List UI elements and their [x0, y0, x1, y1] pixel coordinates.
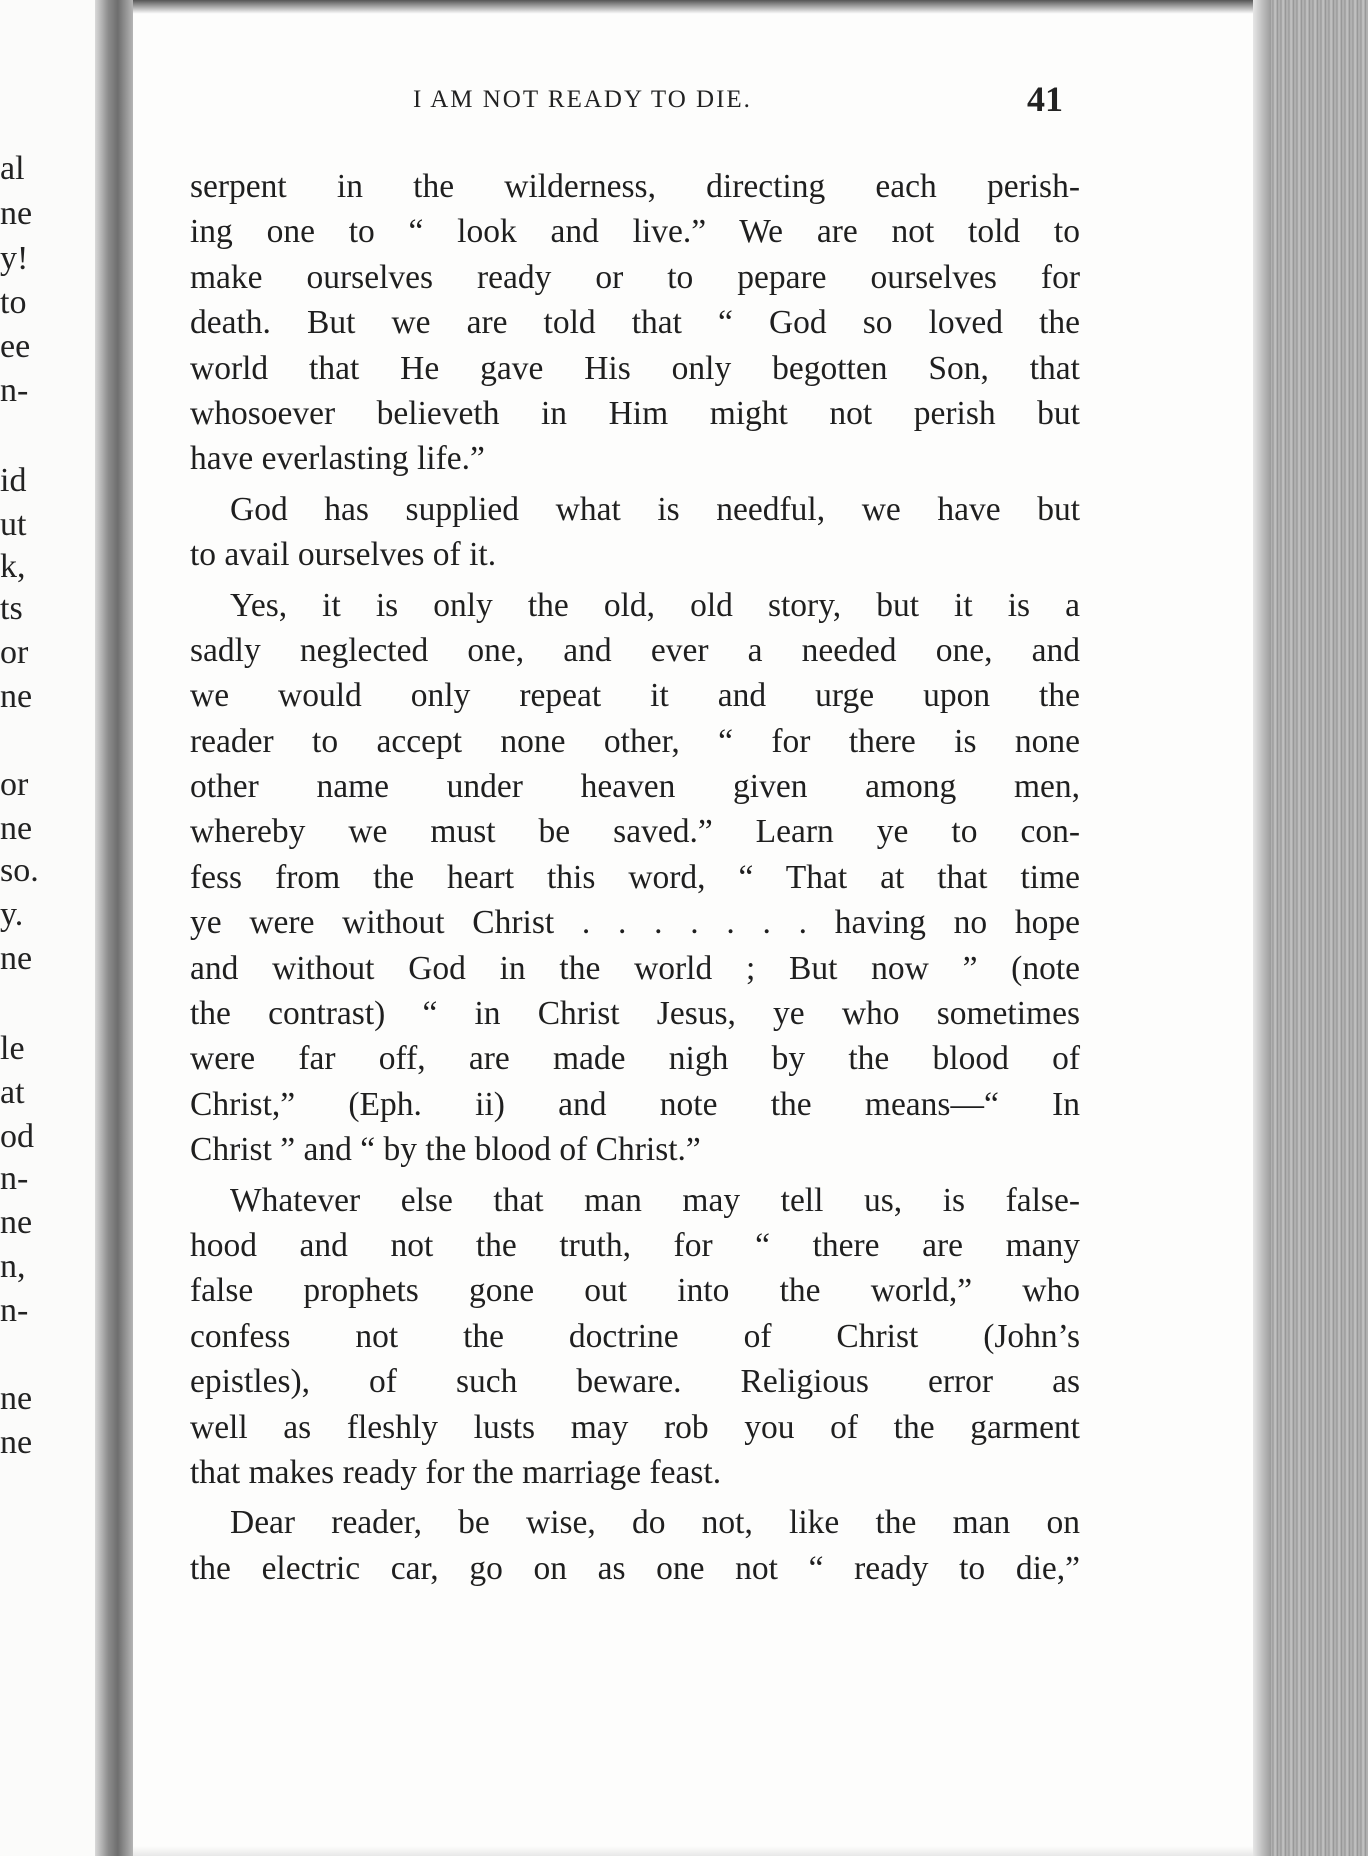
- left-fragment: ts: [0, 590, 23, 627]
- previous-page-fragment: [0, 0, 95, 1856]
- bottom-edge-shadow: [133, 1846, 1253, 1856]
- left-fragment: ne: [0, 195, 33, 232]
- left-fragment: at: [0, 1074, 25, 1111]
- text-line: to avail ourselves of it.: [190, 536, 497, 574]
- text-line: ing one to “ look and live.” We are not told to: [190, 213, 1080, 251]
- left-fragment: ne: [0, 678, 33, 715]
- text-line: Whatever else that man may tell us, is false-: [230, 1181, 1080, 1219]
- text-line: false prophets gone out into the world,” who: [190, 1272, 1080, 1310]
- left-fragment: od: [0, 1118, 34, 1155]
- left-fragment: ne: [0, 810, 33, 847]
- left-fragment: al: [0, 150, 25, 187]
- text-line: and without God in the world ; But now ” (note: [190, 949, 1080, 987]
- text-line: epistles), of such beware. Religious error as: [190, 1363, 1080, 1401]
- left-fragment: or: [0, 634, 29, 671]
- text-line: well as fleshly lusts may rob you of the garment: [190, 1408, 1080, 1446]
- left-fragment: ut: [0, 506, 27, 543]
- text-line: God has supplied what is needful, we have but: [230, 490, 1080, 528]
- book-page: [133, 14, 1253, 1856]
- text-line: whereby we must be saved.” Learn ye to con-: [190, 813, 1080, 851]
- left-fragment: so.: [0, 852, 39, 889]
- text-line: Dear reader, be wise, do not, like the man on: [230, 1504, 1080, 1542]
- text-line: Christ,” (Eph. ii) and note the means—“ In: [190, 1085, 1080, 1123]
- left-fragment: ne: [0, 1204, 33, 1241]
- left-fragment: n-: [0, 1160, 29, 1197]
- text-line: Christ ” and “ by the blood of Christ.”: [190, 1131, 701, 1169]
- left-fragment: ne: [0, 940, 33, 977]
- left-fragment: id: [0, 462, 27, 499]
- top-edge-shadow: [0, 0, 1368, 14]
- text-line: hood and not the truth, for “ there are many: [190, 1226, 1080, 1264]
- text-line: other name under heaven given among men,: [190, 768, 1080, 806]
- book-gutter: [95, 0, 133, 1856]
- text-line: were far off, are made nigh by the blood of: [190, 1040, 1080, 1078]
- left-fragment: k,: [0, 548, 26, 585]
- text-line: world that He gave His only begotten Son, that: [190, 349, 1080, 387]
- left-fragment: ne: [0, 1424, 33, 1461]
- left-fragment: ee: [0, 328, 31, 365]
- left-fragment: y!: [0, 240, 29, 277]
- left-fragment: n,: [0, 1248, 26, 1285]
- text-line: that makes ready for the marriage feast.: [190, 1453, 722, 1491]
- running-head: I AM NOT READY TO DIE.: [413, 86, 752, 113]
- text-line: Yes, it is only the old, old story, but it is a: [230, 586, 1080, 624]
- text-line: confess not the doctrine of Christ (John’s: [190, 1317, 1080, 1355]
- text-line: fess from the heart this word, “ That at that time: [190, 858, 1080, 896]
- text-line: serpent in the wilderness, directing each perish-: [190, 168, 1080, 205]
- left-fragment: ne: [0, 1380, 33, 1417]
- left-fragment: n-: [0, 1292, 29, 1329]
- text-line: the contrast) “ in Christ Jesus, ye who sometimes: [190, 995, 1080, 1033]
- text-line: we would only repeat it and urge upon the: [190, 677, 1080, 715]
- left-fragment: y.: [0, 896, 24, 933]
- page-number: 41: [1027, 79, 1063, 119]
- text-line: make ourselves ready or to pepare ourselves for: [190, 258, 1080, 296]
- text-line: reader to accept none other, “ for there is none: [190, 722, 1080, 760]
- text-line: sadly neglected one, and ever a needed one, and: [190, 631, 1080, 669]
- text-line: death. But we are told that “ God so loved the: [190, 304, 1080, 342]
- text-line: have everlasting life.”: [190, 440, 485, 478]
- left-fragment: le: [0, 1030, 25, 1067]
- text-line: the electric car, go on as one not “ ready to die,”: [190, 1549, 1080, 1587]
- text-line: ye were without Christ . . . . . . . having no hope: [190, 904, 1080, 942]
- left-fragment: to: [0, 284, 27, 321]
- page-body: [190, 164, 1080, 1591]
- text-line: whosoever believeth in Him might not perish but: [190, 394, 1080, 432]
- left-fragment: n-: [0, 372, 29, 409]
- left-fragment: or: [0, 766, 29, 803]
- page-stack-edge: [1253, 0, 1368, 1856]
